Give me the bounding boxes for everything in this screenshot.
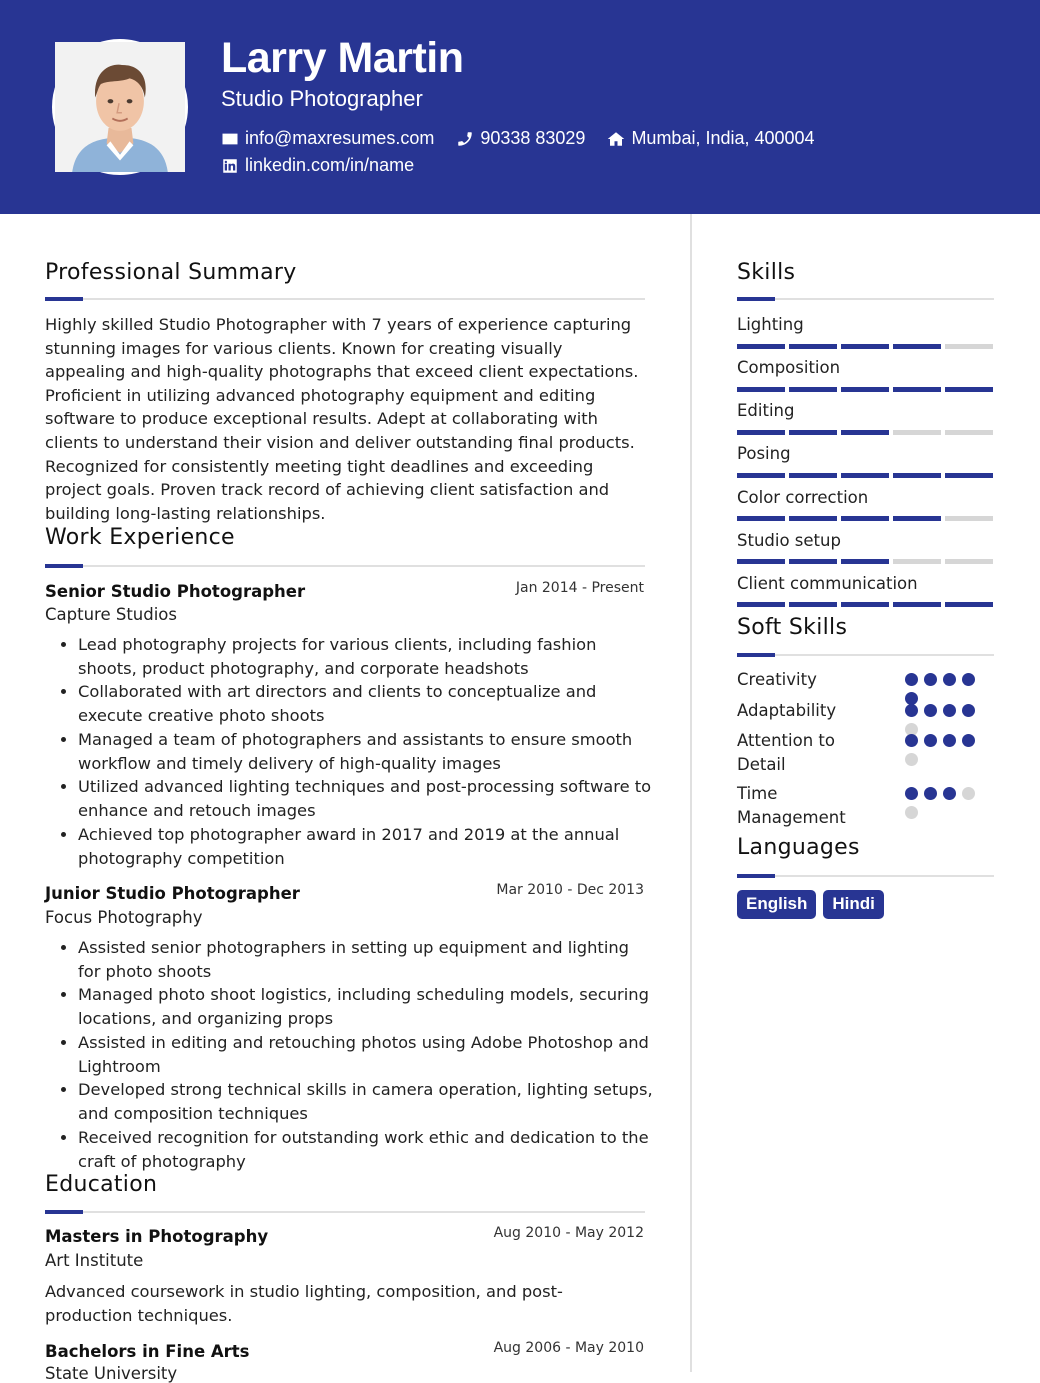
language-badge: Hindi: [823, 890, 884, 919]
skill-bar-segment: [893, 473, 941, 478]
contact-row-2: [221, 155, 414, 176]
job-company: Capture Studios: [45, 605, 177, 624]
home-icon: [607, 130, 625, 148]
skill-level-bar: [737, 430, 993, 435]
job-bullets: [45, 936, 655, 1173]
rating-dot: [943, 734, 956, 747]
rating-dot: [962, 673, 975, 686]
languages-heading: Languages: [737, 835, 860, 860]
skill-bar-segment: [945, 559, 993, 564]
skill-bar-segment: [737, 559, 785, 564]
job-dates: Mar 2010 - Dec 2013: [496, 882, 644, 898]
skill-bar-segment: [789, 559, 837, 564]
skill-name: Client communication: [737, 574, 918, 593]
rating-dot: [962, 787, 975, 800]
skill-bar-segment: [893, 602, 941, 607]
rating-dot: [905, 787, 918, 800]
skill-bar-segment: [737, 430, 785, 435]
phone-text: 90338 83029: [480, 128, 586, 148]
skill-bar-segment: [789, 602, 837, 607]
rating-dot: [924, 673, 937, 686]
phone-icon: [456, 130, 474, 148]
skill-bar-segment: [737, 516, 785, 521]
list-item: • Received recognition for outstanding work ethic and dedication to the craft of photography: [78, 1126, 655, 1173]
skill-bar-segment: [737, 344, 785, 349]
soft-skill-name: Adaptability: [737, 701, 837, 720]
contact-row: [221, 128, 815, 149]
experience-heading: Work Experience: [45, 525, 235, 550]
skill-level-bar: [737, 344, 993, 349]
list-item: • Achieved top photographer award in 2017 and 2019 at the annual photography competition: [78, 823, 655, 870]
rating-dot: [924, 787, 937, 800]
language-badges: [737, 890, 884, 919]
soft-skill-rating: [905, 787, 977, 819]
contact-location: [607, 128, 814, 149]
skill-bar-segment: [841, 516, 889, 521]
skill-level-bar: [737, 473, 993, 478]
list-item: • Collaborated with art directors and clients to conceptualize and execute creative photo shoots: [78, 680, 655, 727]
contact-linkedin[interactable]: [221, 155, 414, 176]
soft-skill-rating: [905, 704, 977, 736]
rating-dot: [905, 806, 918, 819]
skill-bar-segment: [841, 430, 889, 435]
list-item: • Developed strong technical skills in camera operation, lighting setups, and composition techniques: [78, 1078, 655, 1125]
job-company: Focus Photography: [45, 908, 203, 927]
skill-bar-segment: [789, 516, 837, 521]
skill-name: Posing: [737, 444, 791, 463]
soft-skill-rating: [905, 673, 977, 705]
job-title: Senior Studio Photographer: [45, 582, 306, 601]
language-badge: English: [737, 890, 816, 919]
skill-name: Color correction: [737, 488, 869, 507]
skill-bar-segment: [945, 602, 993, 607]
school-name: State University: [45, 1364, 178, 1383]
location-text: Mumbai, India, 400004: [631, 128, 815, 148]
contact-phone[interactable]: [456, 128, 585, 149]
skill-bar-segment: [841, 473, 889, 478]
skills-rule: [737, 298, 994, 300]
rating-dot: [962, 734, 975, 747]
rating-dot: [905, 753, 918, 766]
envelope-icon: [221, 130, 239, 148]
skill-bar-segment: [841, 602, 889, 607]
list-item: • Assisted senior photographers in setting up equipment and lighting for photo shoots: [78, 936, 655, 983]
degree-dates: Aug 2006 - May 2010: [493, 1340, 644, 1356]
soft-skill-name: Creativity: [737, 670, 817, 689]
rating-dot: [924, 734, 937, 747]
skill-bar-segment: [945, 344, 993, 349]
skill-bar-segment: [893, 344, 941, 349]
list-item: • Assisted in editing and retouching photos using Adobe Photoshop and Lightroom: [78, 1031, 655, 1078]
rating-dot: [943, 673, 956, 686]
skill-bar-segment: [789, 344, 837, 349]
skill-bar-segment: [841, 559, 889, 564]
linkedin-icon: [221, 157, 239, 175]
degree-title: Masters in Photography: [45, 1227, 269, 1246]
profile-photo: [52, 39, 188, 175]
skill-bar-segment: [789, 430, 837, 435]
skill-bar-segment: [737, 473, 785, 478]
candidate-title: Studio Photographer: [221, 86, 423, 111]
skill-bar-segment: [737, 602, 785, 607]
skill-bar-segment: [841, 387, 889, 392]
skill-bar-segment: [737, 387, 785, 392]
soft-skill-name: Time Management: [737, 784, 846, 827]
skill-bar-segment: [893, 430, 941, 435]
skill-level-bar: [737, 516, 993, 521]
skill-bar-segment: [945, 473, 993, 478]
skill-bar-segment: [945, 387, 993, 392]
summary-rule: [45, 298, 645, 300]
list-item: • Utilized advanced lighting techniques and post-processing software to enhance and retouch images: [78, 775, 655, 822]
skill-name: Editing: [737, 401, 795, 420]
skill-bar-segment: [893, 559, 941, 564]
candidate-name: Larry Martin: [221, 34, 464, 82]
soft-skills-heading: Soft Skills: [737, 615, 848, 640]
skill-bar-segment: [945, 430, 993, 435]
job-title: Junior Studio Photographer: [45, 884, 300, 903]
experience-rule: [45, 565, 645, 567]
skill-level-bar: [737, 387, 993, 392]
languages-rule: [737, 875, 994, 877]
skill-name: Composition: [737, 358, 841, 377]
skill-bar-segment: [841, 344, 889, 349]
person-portrait-icon: [55, 42, 185, 172]
soft-skill-rating: [905, 734, 977, 766]
skill-bar-segment: [789, 387, 837, 392]
degree-dates: Aug 2010 - May 2012: [493, 1225, 644, 1241]
education-rule: [45, 1211, 645, 1213]
list-item: • Managed photo shoot logistics, including scheduling models, securing locations, and organizing props: [78, 983, 655, 1030]
column-divider: [690, 214, 692, 1372]
linkedin-text: linkedin.com/in/name: [245, 155, 415, 175]
rating-dot: [905, 704, 918, 717]
soft-skill-name: Attention to Detail: [737, 731, 835, 774]
rating-dot: [924, 704, 937, 717]
soft-skills-rule: [737, 654, 994, 656]
summary-heading: Professional Summary: [45, 260, 297, 285]
rating-dot: [962, 704, 975, 717]
skill-name: Lighting: [737, 315, 804, 334]
skill-bar-segment: [945, 516, 993, 521]
degree-description: Advanced coursework in studio lighting, composition, and post-production techniques.: [45, 1282, 563, 1325]
skill-bar-segment: [893, 516, 941, 521]
list-item: • Lead photography projects for various clients, including fashion shoots, product photography, and corporate headshots: [78, 633, 655, 680]
skill-level-bar: [737, 602, 993, 607]
degree-title: Bachelors in Fine Arts: [45, 1342, 250, 1361]
summary-text: Highly skilled Studio Photographer with 7 years of experience capturing stunning images for various clients. Known for creating visually appealing and high-quality photographs that exceed client expectations. Proficient in utilizing advanced photography equipment and editing software to produce exceptional results. Adept at collaborating with clients to understand their vision and deliver outstanding final products. Recognized for consistently meeting tight deadlines and exceeding project goals. Proven track record of achieving client satisfaction and building long-lasting relationships.: [45, 315, 639, 523]
rating-dot: [905, 734, 918, 747]
skill-bar-segment: [893, 387, 941, 392]
contact-email[interactable]: [221, 128, 434, 149]
rating-dot: [905, 673, 918, 686]
skill-level-bar: [737, 559, 993, 564]
job-dates: Jan 2014 - Present: [515, 580, 644, 596]
resume-header: [0, 0, 1040, 214]
job-bullets: [45, 633, 655, 870]
education-heading: Education: [45, 1172, 158, 1197]
skill-name: Studio setup: [737, 531, 841, 550]
email-text: info@maxresumes.com: [245, 128, 435, 148]
rating-dot: [943, 787, 956, 800]
skills-heading: Skills: [737, 260, 796, 285]
skill-bar-segment: [789, 473, 837, 478]
list-item: • Managed a team of photographers and assistants to ensure smooth workflow and timely delivery of high-quality images: [78, 728, 655, 775]
rating-dot: [943, 704, 956, 717]
school-name: Art Institute: [45, 1251, 144, 1270]
